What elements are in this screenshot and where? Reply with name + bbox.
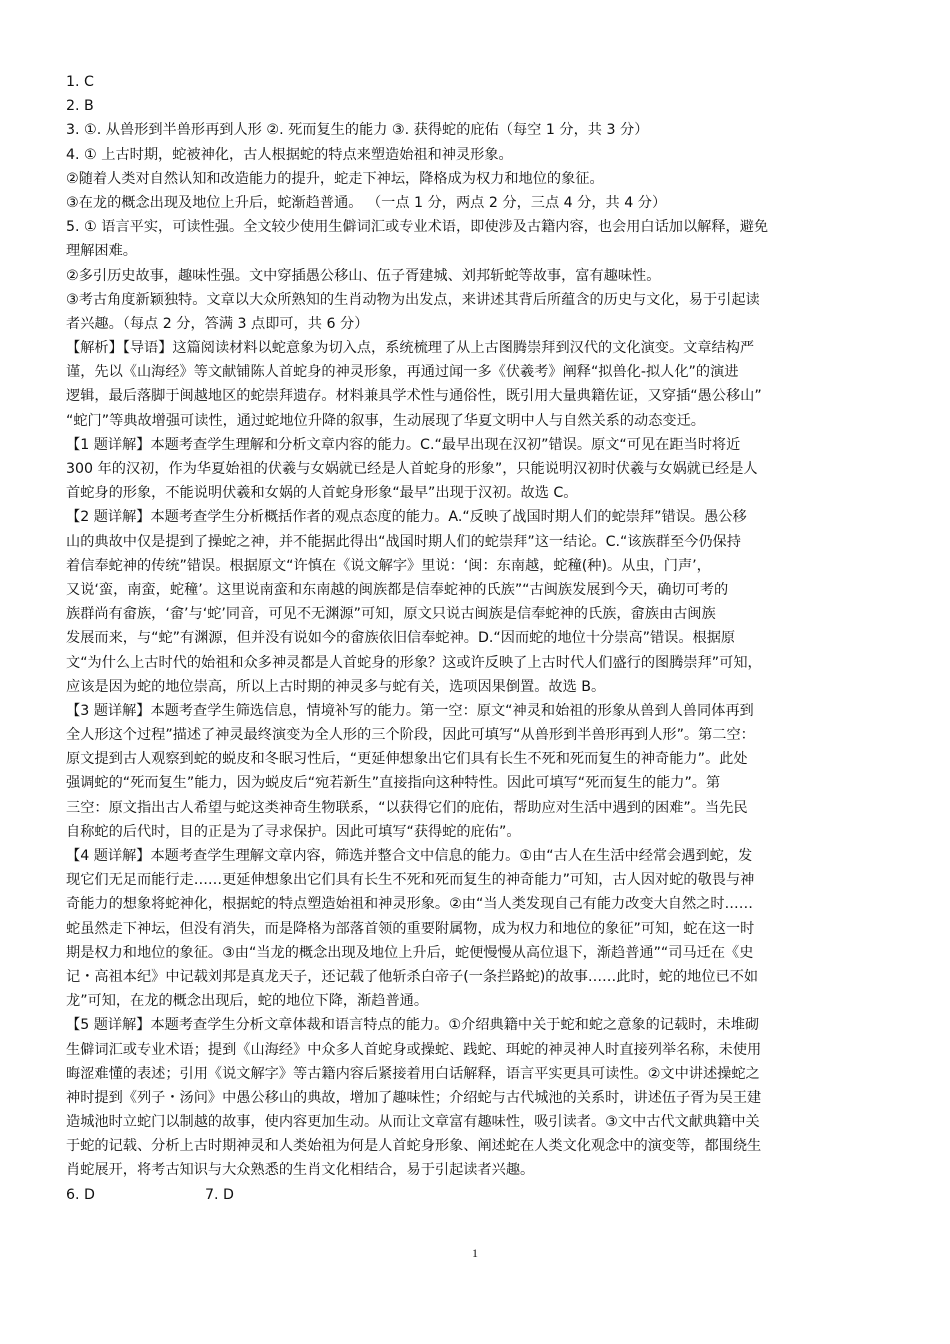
analysis-q4-line: 现它们无足而能行走……更延伸想象出它们具有长生不死和死而复生的神奇能力”可知，古人因对蛇的敬畏与神 [66,872,755,889]
analysis-intro-line: “蛇门”等典故增强可读性，通过蛇地位升降的叙事，生动展现了华夏文明中人与自然关系的动态变迁。 [66,412,705,429]
answer-q7: 7. D [204,1186,234,1203]
answer-q3: 3. ①. 从兽形到半兽形再到人形 ②. 死而复生的能力 ③. 获得蛇的庇佑（每空 1 分，共 3 分） [66,122,649,139]
analysis-q2-line: 发展而来，与“蛇”有渊源，但并没有说如今的畲族依旧信奉蛇神。D.“因而蛇的地位十分崇高”错误。根据原 [66,630,736,647]
analysis-q1-line: 300 年的汉初，作为华夏始祖的伏羲与女娲就已经是人首蛇身的形象”，只能说明汉初时伏羲与女娲就已经是人 [66,461,758,477]
analysis-q3-line: 【3 题详解】本题考查学生筛选信息，情境补写的能力。第一空：原文“神灵和始祖的形象从兽到人兽同体再到 [66,702,754,719]
analysis-q3-line: 三空：原文指出古人希望与蛇这类神奇生物联系，“以获得它们的庇佑，帮助应对生活中遇到的困难”。当先民 [66,799,748,816]
analysis-q2-line: 族群尚有畲族，‘畲’与‘蛇’同音，可见不无渊源”可知，原文只说古闽族是信奉蛇神的氏族，畲族由古闽族 [66,606,716,623]
analysis-q5-line: 于蛇的记载、分析上古时期神灵和人类始祖为何是人首蛇身形象、阐述蛇在人类文化观念中的演变等，都围绕生 [66,1138,762,1155]
answer-q4-line: 4. ① 上古时期，蛇被神化，古人根据蛇的特点来塑造始祖和神灵形象。 [66,146,513,163]
answer-document [66,70,892,1207]
analysis-q4-line: 【4 题详解】本题考查学生理解文章内容，筛选并整合文中信息的能力。①由“古人在生活中经常会遇到蛇，发 [66,848,753,864]
answer-q6: 6. D [66,1186,95,1203]
answer-q5-line: ②多引历史故事，趣味性强。文中穿插愚公移山、伍子胥建城、刘邦斩蛇等故事，富有趣味性。 [66,267,661,284]
analysis-q3-line: 全人形这个过程”描述了神灵最终演变为全人形的三个阶段，因此可填写“从兽形到半兽形再到人形”。第二空： [66,727,755,744]
analysis-q2-line: 文“为什么上古时代的始祖和众多神灵都是人首蛇身的形象？这或许反映了上古时代人们盛行的图腾崇拜”可知， [66,654,762,671]
analysis-q3-line: 原文提到古人观察到蛇的蜕皮和冬眠习性后，“更延伸想象出它们具有长生不死和死而复生的神奇能力”。此处 [66,751,748,768]
analysis-q4-line: 期是权力和地位的象征。③由“当龙的概念出现及地位上升后，蛇便慢慢从高位退下，渐趋普通”“司马迁在《史 [66,944,754,961]
analysis-q2-line: 又说‘蛮，南蛮，蛇穜’。这里说南蛮和东南越的闽族都是信奉蛇神的氏族”“古闽族发展到今天，确切可考的 [66,581,729,598]
analysis-q4-line: 龙”可知，在龙的概念出现后，蛇的地位下降，渐趋普通。 [66,993,429,1010]
analysis-q5-line: 晦涩难懂的表述；引用《说文解字》等古籍内容后紧接着用白话解释，语言平实更具可读性。②文中讲述操蛇之 [66,1065,760,1082]
analysis-q4-line: 蛇虽然走下神坛，但没有消失，而是降格为部落首领的重要附属物，成为权力和地位的象征”可知，蛇在这一时 [66,920,755,937]
analysis-q5-line: 【5 题详解】本题考查学生分析文章体裁和语言特点的能力。①介绍典籍中关于蛇和蛇之意象的记载时，未堆砌 [66,1017,760,1034]
answer-q5-line: 理解困难。 [66,243,137,260]
analysis-q5-line: 神时提到《列子・汤问》中愚公移山的典故，增加了趣味性；介绍蛇与古代城池的关系时，讲述伍子胥为吴王建 [66,1089,762,1106]
answer-q5-line: ③考古角度新颖独特。文章以大众所熟知的生肖动物为出发点，来讲述其背后所蕴含的历史与文化，易于引起读 [66,291,760,308]
answer-q5-line: 者兴趣。（每点 2 分，答满 3 点即可，共 6 分） [66,315,369,332]
analysis-q1-line: 【1 题详解】本题考查学生理解和分析文章内容的能力。C.“最早出现在汉初”错误。原文“可见在距当时将近 [66,436,741,453]
analysis-q2-line: 山的典故中仅是提到了操蛇之神，并不能据此得出“战国时期人们的蛇崇拜”这一结论。C.“该族群至今仍保持 [66,533,741,550]
answer-q5-line: 5. ① 语言平实，可读性强。全文较少使用生僻词汇或专业术语，即使涉及古籍内容，也会用白话加以解释，避免 [66,219,769,236]
analysis-intro-line: 【解析】【导语】这篇阅读材料以蛇意象为切入点，系统梳理了从上古图腾崇拜到汉代的文化演变。文章结构严 [66,340,755,357]
answer-q4-line: ②随着人类对自然认知和改造能力的提升，蛇走下神坛，降格成为权力和地位的象征。 [66,170,604,187]
analysis-intro-line: 谨，先以《山海经》等文献铺陈人首蛇身的神灵形象，再通过闻一多《伏羲考》阐释“拟兽化-拟人化”的演进 [66,364,739,381]
analysis-intro-line: 逻辑，最后落脚于闽越地区的蛇崇拜遗存。材料兼具学术性与通俗性，既引用大量典籍佐证，又穿插“愚公移山” [66,388,762,405]
answers-q6-q7-row [66,1183,892,1207]
answer-q4-line: ③在龙的概念出现及地位上升后，蛇渐趋普通。 （一点 1 分，两点 2 分，三点 4 分，共 4 分） [66,194,667,211]
analysis-q4-line: 奇能力的想象将蛇神化，根据蛇的特点塑造始祖和神灵形象。②由“当人类发现自己有能力改变大自然之时…… [66,896,753,913]
analysis-q2-line: 应该是因为蛇的地位崇高，所以上古时期的神灵多与蛇有关，选项因果倒置。故选 B。 [66,678,606,695]
analysis-q5-line: 肖蛇展开，将考古知识与大众熟悉的生肖文化相结合，易于引起读者兴趣。 [66,1162,535,1179]
analysis-q4-line: 记・高祖本纪》中记载刘邦是真龙天子，还记载了他斩杀白帝子(一条拦路蛇)的故事……此时，蛇的地位已不如 [66,968,759,985]
analysis-q2-line: 着信奉蛇神的传统”错误。根据原文“许慎在《说文解字》里说：‘闽：东南越，蛇穜(种)。从虫，门声’， [66,557,711,574]
page-number: 1 [472,1246,478,1260]
analysis-q2-line: 【2 题详解】本题考查学生分析概括作者的观点态度的能力。A.“反映了战国时期人们的蛇崇拜”错误。愚公移 [66,509,747,526]
answer-q2: 2. B [66,98,94,115]
analysis-q3-line: 强调蛇的“死而复生”能力，因为蜕皮后“宛若新生”直接指向这种特性。因此可填写“死而复生的能力”。第 [66,775,721,792]
analysis-q3-line: 自称蛇的后代时，目的正是为了寻求保护。因此可填写“获得蛇的庇佑”。 [66,823,521,840]
analysis-q5-line: 造城池时立蛇门以制越的故事，使内容更加生动。从而让文章富有趣味性，吸引读者。③文中古代文献典籍中关 [66,1114,760,1131]
answer-q1: 1. C [66,74,94,90]
analysis-q5-line: 生僻词汇或专业术语；提到《山海经》中众多人首蛇身或操蛇、践蛇、珥蛇的神灵神人时直接列举名称，未使用 [66,1041,762,1058]
analysis-q1-line: 首蛇身的形象，不能说明伏羲和女娲的人首蛇身形象“最早”出现于汉初。故选 C。 [66,485,578,502]
